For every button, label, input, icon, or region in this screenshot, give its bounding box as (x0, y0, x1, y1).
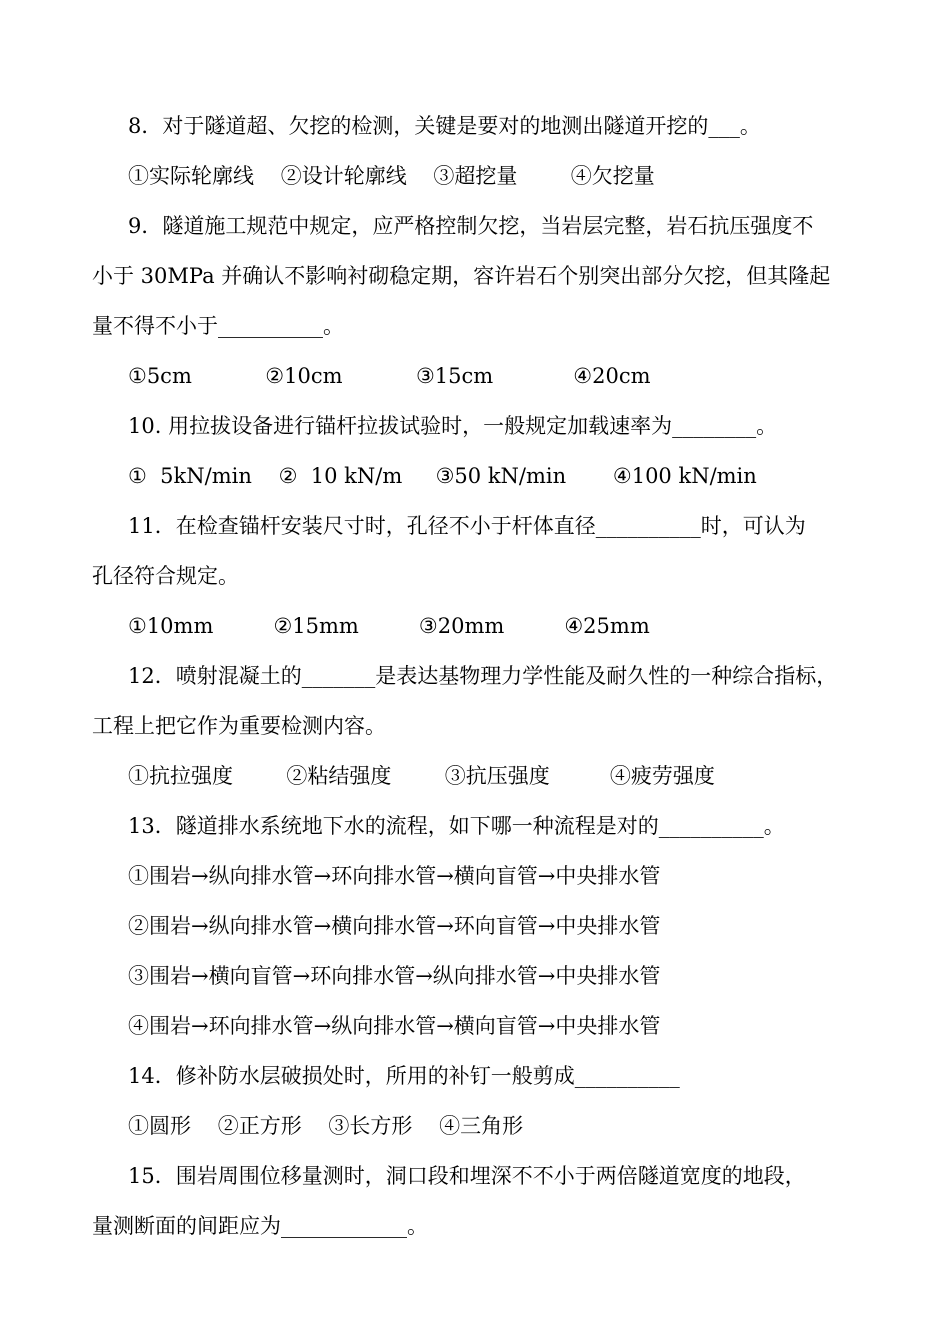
question-10-options: ① 5kN/min ② 10 kN/m ③50 kN/min ④100 kN/min (128, 464, 757, 488)
question-13-option-3: ③围岩→横向盲管→环向排水管→纵向排水管→中央排水管 (128, 964, 661, 988)
question-9-cont-2: 量不得不小于__________。 (92, 314, 344, 338)
question-12-options: ①抗拉强度 ②粘结强度 ③抗压强度 ④疲劳强度 (128, 764, 715, 788)
question-11: 11．在检查锚杆安装尺寸时，孔径不小于杆体直径__________时，可认为 (128, 514, 806, 538)
question-8-options: ①实际轮廓线 ②设计轮廓线 ③超挖量 ④欠挖量 (128, 164, 655, 188)
question-13-option-4: ④围岩→环向排水管→纵向排水管→横向盲管→中央排水管 (128, 1014, 661, 1038)
question-10: 10. 用拉拔设备进行锚杆拉拔试验时，一般规定加载速率为________。 (128, 414, 778, 438)
question-14: 14．修补防水层破损处时，所用的补钉一般剪成__________ (128, 1064, 680, 1088)
question-11-cont: 孔径符合规定。 (92, 564, 239, 588)
question-9-options: ①5cm ②10cm ③15cm ④20cm (128, 364, 651, 388)
question-11-options: ①10mm ②15mm ③20mm ④25mm (128, 614, 650, 638)
question-12-cont: 工程上把它作为重要检测内容。 (92, 714, 386, 738)
question-13-option-2: ②围岩→纵向排水管→横向排水管→环向盲管→中央排水管 (128, 914, 661, 938)
question-15-cont: 量测断面的间距应为____________。 (92, 1214, 428, 1238)
question-13: 13．隧道排水系统地下水的流程，如下哪一种流程是对的__________。 (128, 814, 785, 838)
question-8: 8．对于隧道超、欠挖的检测，关键是要对的地测出隧道开挖的___。 (128, 114, 761, 138)
question-9: 9．隧道施工规范中规定，应严格控制欠挖，当岩层完整，岩石抗压强度不 (128, 214, 814, 238)
question-14-options: ①圆形 ②正方形 ③长方形 ④三角形 (128, 1114, 524, 1138)
question-15: 15．围岩周围位移量测时，洞口段和埋深不不小于两倍隧道宽度的地段， (128, 1164, 806, 1188)
question-9-cont-1: 小于 30MPa 并确认不影响衬砌稳定期，容许岩石个别突出部分欠挖，但其隆起 (92, 264, 831, 288)
question-12: 12．喷射混凝土的_______是表达基物理力学性能及耐久性的一种综合指标， (128, 664, 838, 688)
question-13-option-1: ①围岩→纵向排水管→环向排水管→横向盲管→中央排水管 (128, 864, 661, 888)
